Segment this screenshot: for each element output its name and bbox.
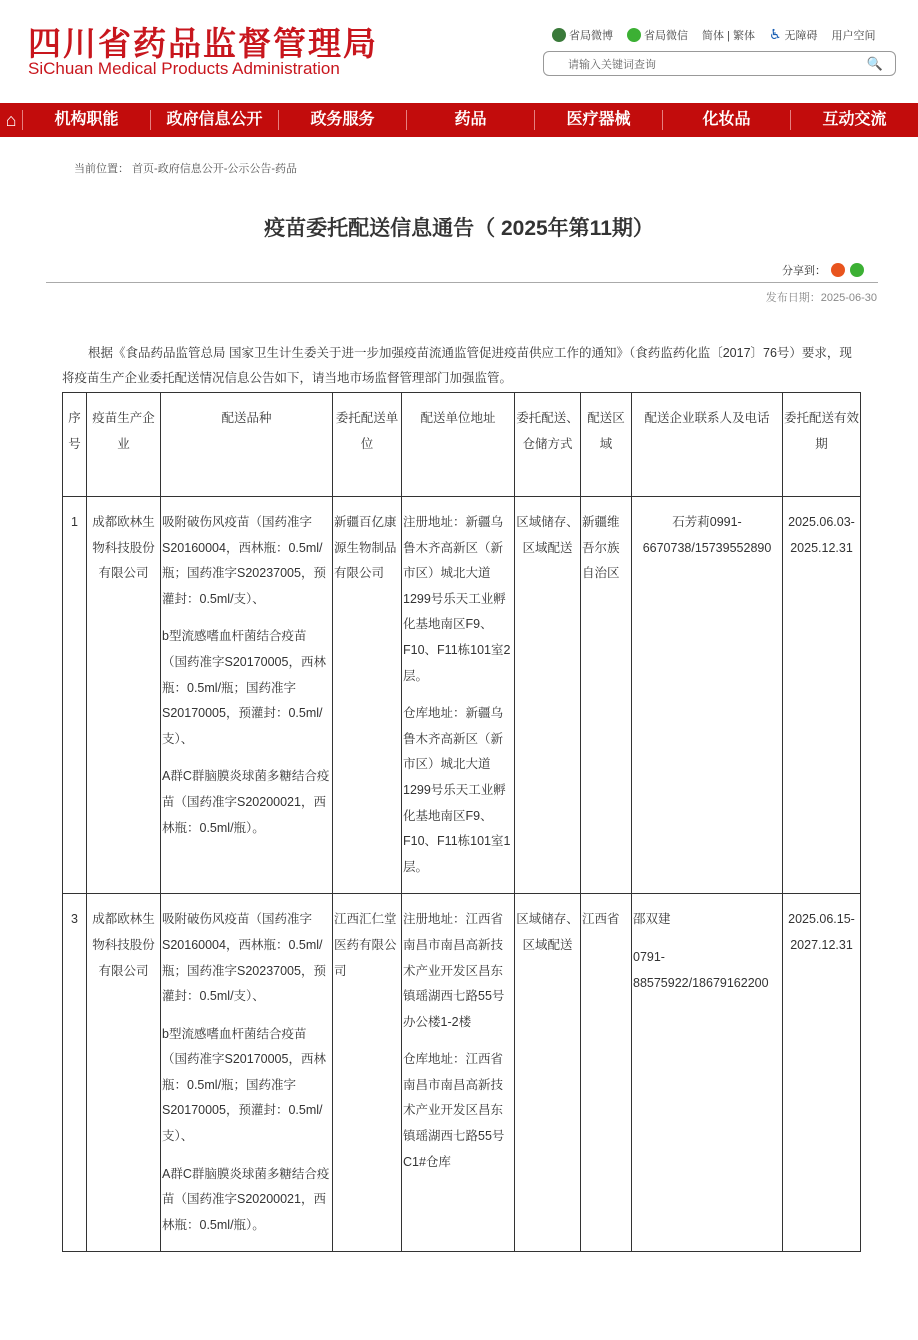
cell-region: 江西省	[581, 894, 632, 1252]
wechat-icon	[627, 28, 641, 42]
cell-mode: 区域储存、区域配送	[515, 497, 581, 894]
publish-date: 发布日期：2025-06-30	[765, 292, 877, 304]
header-cell: 配送区域	[581, 393, 632, 497]
weibo-link[interactable]	[552, 27, 613, 43]
cell-mode: 区域储存、区域配送	[515, 894, 581, 1252]
cell-maker: 成都欧林生物科技股份有限公司	[87, 497, 161, 894]
cell-address	[402, 894, 515, 1252]
cell-address-line: 仓库地址：新疆乌鲁木齐高新区（新市区）城北大道1299号乐天工业孵化基地南区F9、F10、F11栋101室1层。	[403, 706, 511, 874]
share-bar	[782, 262, 864, 278]
cell-address-line: 注册地址：江西省南昌市南昌高新技术产业开发区昌东镇瑶湖西七路55号办公楼1-2楼	[403, 912, 505, 1029]
table-header-row	[63, 393, 861, 497]
weibo-icon	[552, 28, 566, 42]
cell-address-line: 仓库地址：江西省南昌市南昌高新技术产业开发区昌东镇瑶湖西七路55号C1#仓库	[403, 1052, 505, 1169]
page-title: 疫苗委托配送信息通告（ 2025年第11期）	[264, 217, 654, 240]
header-cell: 委托配送有效期	[783, 393, 861, 497]
accessibility-link-label: 无障碍	[784, 29, 818, 42]
wechat-link-label: 省局微信	[644, 29, 688, 42]
cell-products-line: A群C群脑膜炎球菌多糖结合疫苗（国药准字S20200021，西林瓶：0.5ml/瓶）。	[162, 769, 330, 835]
cell-contact	[632, 894, 783, 1252]
header-cell: 委托配送、仓储方式	[515, 393, 581, 497]
logo-en: SiChuan Medical Products Administration	[28, 59, 340, 78]
user-space-link[interactable]: 用户空间	[831, 29, 876, 42]
cell-products-line: 吸附破伤风疫苗（国药准字S20160004，西林瓶：0.5ml/瓶；国药准字S20237005，预灌封：0.5ml/支）、	[162, 515, 326, 606]
search-placeholder: 请输入关键词查询	[568, 59, 656, 71]
search-icon[interactable]: 🔍	[866, 56, 883, 71]
header-cell: 配送单位地址	[402, 393, 515, 497]
nav-item[interactable]: 医疗器械	[534, 110, 662, 130]
cell-products-line: 吸附破伤风疫苗（国药准字S20160004，西林瓶：0.5ml/瓶；国药准字S20237005，预灌封：0.5ml/支）、	[162, 912, 326, 1004]
table-row	[63, 894, 861, 1252]
cell-address-line: 注册地址：新疆乌鲁木齐高新区（新市区）城北大道1299号乐天工业孵化基地南区F9、F10、F11栋101室2层。	[403, 515, 511, 683]
nav-item[interactable]: 化妆品	[662, 110, 790, 130]
cell-no: 3	[63, 894, 87, 1252]
cell-contact-line: 邵双建	[633, 912, 671, 927]
top-links	[552, 26, 876, 43]
language-switch[interactable]: 简体 | 繁体	[702, 29, 755, 42]
intro-paragraph: 根据《食品药品监管总局 国家卫生计生委关于进一步加强疫苗流通监管促进疫苗供应工作的通知》（食药监药化监〔2017〕76号）要求，现将疫苗生产企业委托配送情况信息公告如下，请当地市场监督管理部门加强监管。	[62, 346, 852, 385]
nav-item[interactable]: 互动交流	[790, 110, 918, 130]
cell-products-line: A群C群脑膜炎球菌多糖结合疫苗（国药准字S20200021，西林瓶：0.5ml/瓶）。	[162, 1166, 330, 1232]
nav-item[interactable]: 机构职能	[22, 110, 150, 130]
divider	[46, 282, 878, 283]
weibo-share-icon[interactable]	[831, 263, 845, 277]
cell-contact-line: 石芳莉0991-6670738/15739552890	[642, 515, 772, 555]
table-row	[63, 497, 861, 894]
nav-item[interactable]: 药品	[406, 110, 534, 130]
cell-address	[402, 497, 515, 894]
header-cell: 配送品种	[161, 393, 333, 497]
accessibility-icon: ♿	[768, 26, 782, 42]
cell-products-line: b型流感嗜血杆菌结合疫苗（国药准字S20170005，西林瓶：0.5ml/瓶；国药准字S20170005，预灌封：0.5ml/支）、	[162, 629, 326, 746]
main-nav	[0, 103, 918, 137]
cell-products-line: b型流感嗜血杆菌结合疫苗（国药准字S20170005，西林瓶：0.5ml/瓶；国药准字S20170005，预灌封：0.5ml/支）、	[162, 1026, 326, 1144]
cell-region: 新疆维吾尔族自治区	[581, 497, 632, 894]
cell-unit: 新疆百亿康源生物制品有限公司	[333, 497, 402, 894]
cell-no: 1	[63, 497, 87, 894]
home-icon[interactable]: ⌂	[5, 109, 17, 130]
weibo-link-label: 省局微博	[569, 29, 613, 42]
cell-contact-line: 0791-88575922/18679162200	[633, 949, 769, 990]
wechat-link[interactable]	[627, 27, 688, 43]
cell-products	[161, 497, 333, 894]
header-cell: 委托配送单位	[333, 393, 402, 497]
logo-cn: 四川省药品监督管理局	[28, 25, 378, 62]
accessibility-link[interactable]	[769, 26, 818, 43]
cell-products	[161, 894, 333, 1252]
nav-item[interactable]: 政府信息公开	[150, 110, 278, 130]
cell-contact	[632, 497, 783, 894]
cell-unit: 江西汇仁堂医药有限公司	[333, 894, 402, 1252]
vaccine-table	[62, 392, 861, 1252]
header-cell: 配送企业联系人及电话	[632, 393, 783, 497]
header-cell: 序号	[63, 393, 87, 497]
wechat-share-icon[interactable]	[850, 263, 864, 277]
cell-validity: 2025.06.15-2027.12.31	[783, 894, 861, 1252]
nav-item[interactable]: 政务服务	[278, 110, 406, 130]
header-cell: 疫苗生产企业	[87, 393, 161, 497]
share-label: 分享到：	[782, 265, 826, 277]
search-input[interactable]	[543, 51, 896, 76]
breadcrumb[interactable]: 当前位置： 首页-政府信息公开-公示公告-药品	[74, 163, 298, 175]
cell-validity: 2025.06.03-2025.12.31	[783, 497, 861, 894]
site-logo[interactable]	[28, 26, 378, 78]
cell-maker: 成都欧林生物科技股份有限公司	[87, 894, 161, 1252]
